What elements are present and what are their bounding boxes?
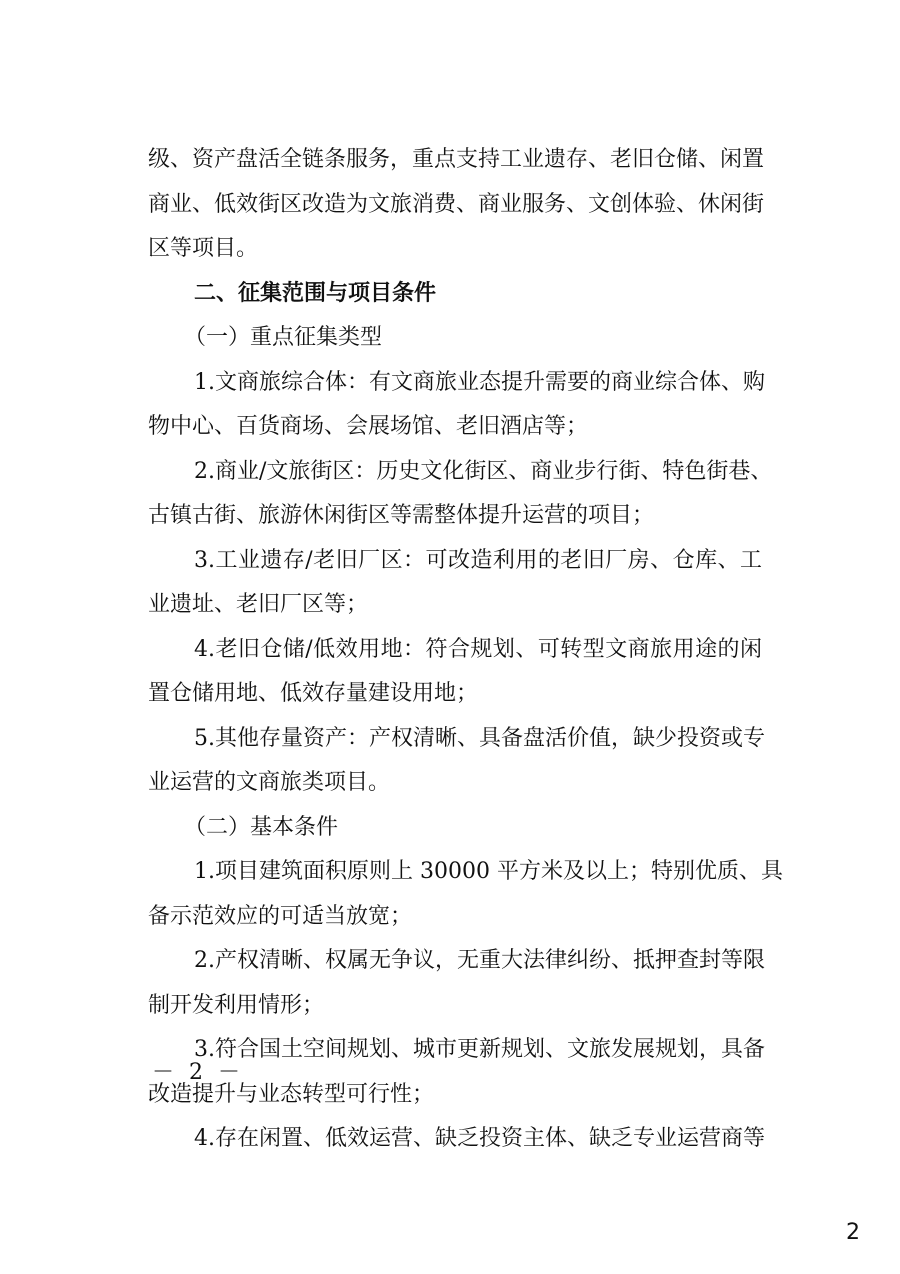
text-line: 2.产权清晰、权属无争议，无重大法律纠纷、抵押查封等限 <box>194 948 765 973</box>
footer-page-number: － 2 － <box>152 1060 244 1085</box>
text-line: 3.符合国土空间规划、城市更新规划、文旅发展规划，具备 <box>194 1037 765 1062</box>
text-line: 业遗址、老旧厂区等； <box>148 592 369 617</box>
subsection-heading: （一）重点征集类型 <box>184 325 383 350</box>
text-line: 1.文商旅综合体：有文商旅业态提升需要的商业综合体、购 <box>194 369 765 395</box>
text-line: 改造提升与业态转型可行性； <box>148 1081 435 1107</box>
text-line: 2.商业/文旅街区：历史文化街区、商业步行街、特色街巷、 <box>194 458 773 484</box>
text-line: 商业、低效街区改造为文旅消费、商业服务、文创体验、休闲街 <box>148 191 765 217</box>
text-line: 业运营的文商旅类项目。 <box>148 770 391 795</box>
text-line: 1.项目建筑面积原则上 30000 平方米及以上；特别优质、具 <box>194 859 783 884</box>
text-line: 古镇古街、旅游休闲街区等需整体提升运营的项目； <box>148 503 655 528</box>
text-line: 区等项目。 <box>148 236 259 261</box>
section-heading: 二、征集范围与项目条件 <box>194 280 437 306</box>
text-line: 物中心、百货商场、会展场馆、老旧酒店等； <box>148 414 589 439</box>
text-line: 3.工业遗存/老旧厂区：可改造利用的老旧厂房、仓库、工 <box>194 547 762 573</box>
text-line: 5.其他存量资产：产权清晰、具备盘活价值，缺少投资或专 <box>194 725 765 751</box>
subsection-heading: （二）基本条件 <box>184 814 339 840</box>
corner-page-number: 2 <box>846 1220 860 1245</box>
text-line: 4.存在闲置、低效运营、缺乏投资主体、缺乏专业运营商等 <box>194 1126 765 1151</box>
text-line: 4.老旧仓储/低效用地：符合规划、可转型文商旅用途的闲 <box>194 636 762 662</box>
text-line: 级、资产盘活全链条服务，重点支持工业遗存、老旧仓储、闲置 <box>148 147 765 172</box>
body-text <box>148 138 783 1162</box>
text-line: 备示范效应的可适当放宽； <box>148 903 413 929</box>
text-line: 置仓储用地、低效存量建设用地； <box>148 681 479 706</box>
text-line: 制开发利用情形； <box>148 992 325 1018</box>
